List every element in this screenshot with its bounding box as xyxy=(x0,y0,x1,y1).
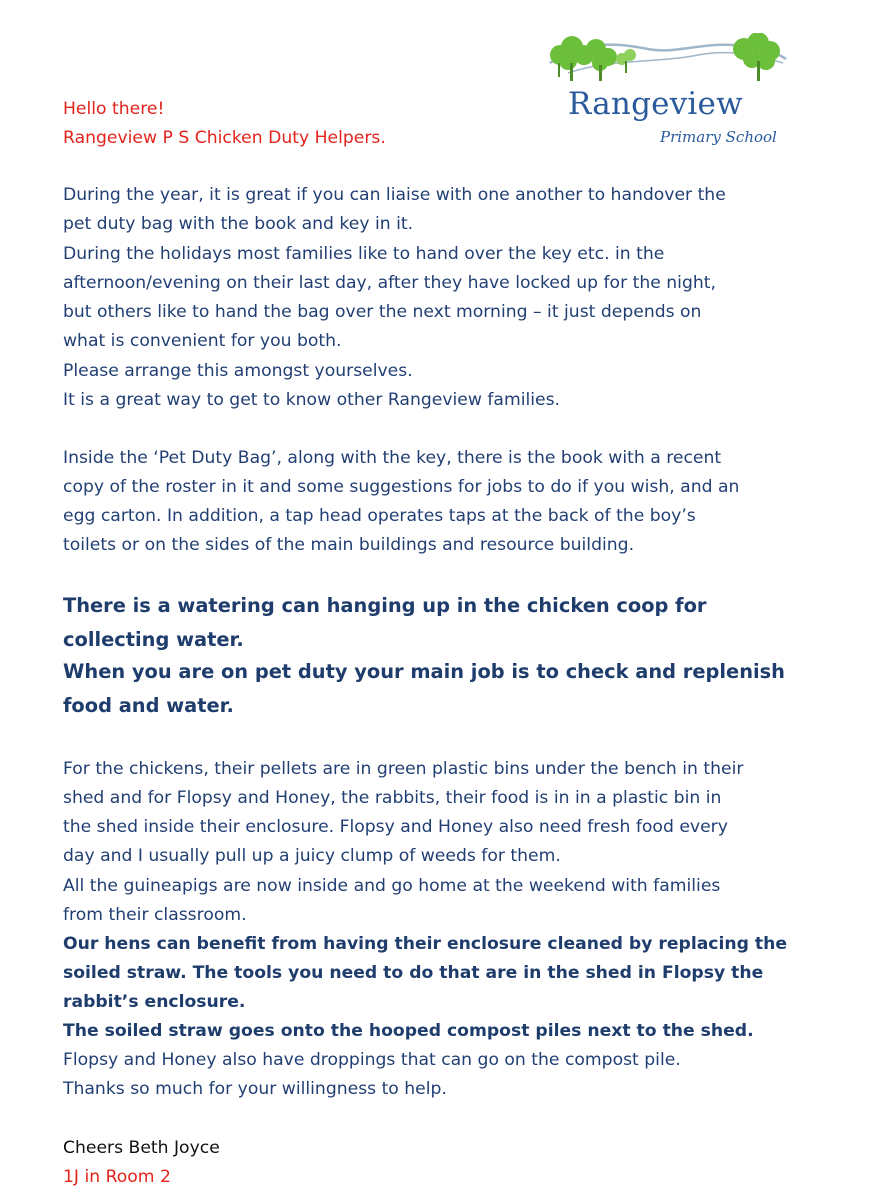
logo-school-name: Rangeview xyxy=(568,86,743,122)
para1-line: During the year, it is great if you can liaise with one another to handover the xyxy=(63,185,726,205)
para1-line: During the holidays most families like to hand over the key etc. in the xyxy=(63,244,665,264)
para2-line: toilets or on the sides of the main buildings and resource building. xyxy=(63,535,635,555)
para1-line: afternoon/evening on their last day, after they have locked up for the night, xyxy=(63,273,716,293)
tree-right-icon xyxy=(733,33,780,81)
tree-small-icon xyxy=(616,49,636,73)
signoff-room: 1J in Room 2 xyxy=(63,1167,171,1187)
greeting-line-2: Rangeview P S Chicken Duty Helpers. xyxy=(63,128,386,148)
para3-line: day and I usually pull up a juicy clump of weeds for them. xyxy=(63,846,561,866)
para1-line: Please arrange this amongst yourselves. xyxy=(63,361,413,381)
para3-line: shed and for Flopsy and Honey, the rabbits, their food is in in a plastic bin in xyxy=(63,788,722,808)
tree-left-icon xyxy=(550,36,617,81)
para1-line: what is convenient for you both. xyxy=(63,331,342,351)
para2-line: copy of the roster in it and some suggestions for jobs to do if you wish, and an xyxy=(63,477,740,497)
para3-line: from their classroom. xyxy=(63,905,247,925)
para3-line: For the chickens, their pellets are in green plastic bins under the bench in their xyxy=(63,759,744,779)
para1-line: but others like to hand the bag over the next morning – it just depends on xyxy=(63,302,702,322)
greeting-line-1: Hello there! xyxy=(63,99,165,119)
para3-bold-line: Our hens can benefit from having their enclosure cleaned by replacing the xyxy=(63,934,788,954)
emphasis-line: There is a watering can hanging up in the chicken coop for xyxy=(63,594,707,617)
para1-line: It is a great way to get to know other Rangeview families. xyxy=(63,390,561,410)
para2-line: Inside the ‘Pet Duty Bag’, along with the key, there is the book with a recent xyxy=(63,448,722,468)
emphasis-line: food and water. xyxy=(63,694,234,717)
para2-line: egg carton. In addition, a tap head operates taps at the back of the boy’s xyxy=(63,506,696,526)
logo-school-subtitle: Primary School xyxy=(660,128,777,146)
signoff-name: Cheers Beth Joyce xyxy=(63,1138,220,1158)
para3-line: the shed inside their enclosure. Flopsy and Honey also need fresh food every xyxy=(63,817,728,837)
para3-bold-line: rabbit’s enclosure. xyxy=(63,992,246,1012)
para3-bold-line: soiled straw. The tools you need to do that are in the shed in Flopsy the xyxy=(63,963,764,983)
emphasis-line: collecting water. xyxy=(63,628,244,651)
para4-line: Flopsy and Honey also have droppings that can go on the compost pile. xyxy=(63,1050,681,1070)
para3-line: All the guineapigs are now inside and go home at the weekend with families xyxy=(63,876,721,896)
para1-line: pet duty bag with the book and key in it. xyxy=(63,214,414,234)
para4-line: Thanks so much for your willingness to help. xyxy=(63,1079,447,1099)
emphasis-line: When you are on pet duty your main job is to check and replenish xyxy=(63,660,785,683)
para3-bold-line: The soiled straw goes onto the hooped compost piles next to the shed. xyxy=(63,1021,754,1041)
